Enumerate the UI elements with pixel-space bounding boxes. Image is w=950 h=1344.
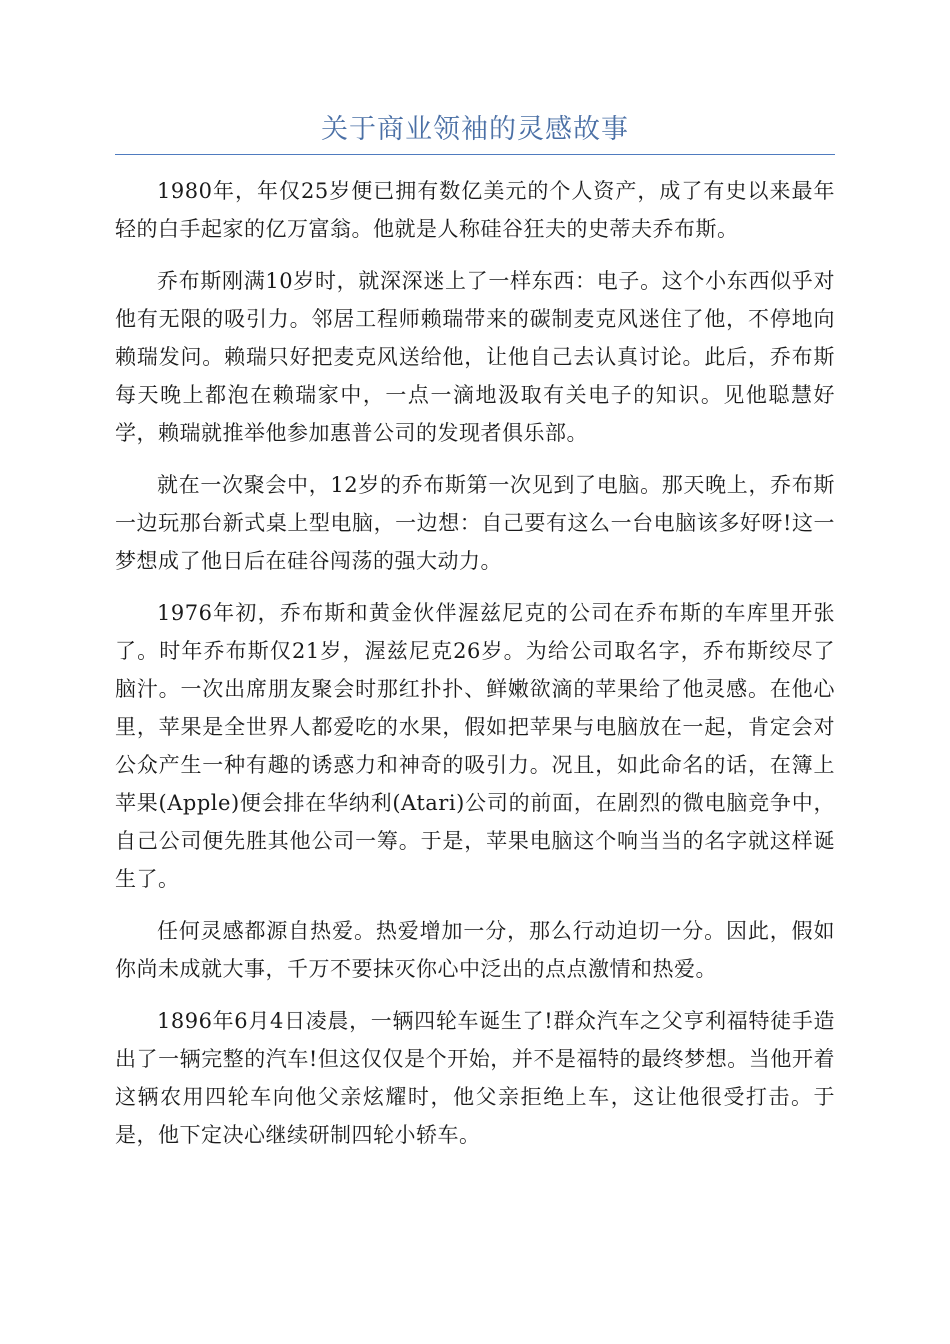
paragraph-3: 就在一次聚会中，12岁的乔布斯第一次见到了电脑。那天晚上，乔布斯一边玩那台新式桌上型电脑，一边想：自己要有这么一台电脑该多好呀!这一梦想成了他日后在硅谷闯荡的强大动力。 [115, 473, 835, 573]
document-body [115, 172, 835, 1168]
title-underline [115, 154, 835, 155]
paragraph-4: 1976年初，乔布斯和黄金伙伴渥兹尼克的公司在乔布斯的车库里开张了。时年乔布斯仅21岁，渥兹尼克26岁。为给公司取名字，乔布斯绞尽了脑汁。一次出席朋友聚会时那红扑扑、鲜嫩欲滴的苹果给了他灵感。在他心里，苹果是全世界人都爱吃的水果，假如把苹果与电脑放在一起，肯定会对公众产生一种有趣的诱惑力和神奇的吸引力。况且，如此命名的话，在簿上苹果(Apple)便会排在华纳利(Atari)公司的前面，在剧烈的微电脑竞争中，自己公司便先胜其他公司一筹。于是，苹果电脑这个响当当的名字就这样诞生了。 [115, 601, 835, 891]
paragraph-6: 1896年6月4日凌晨，一辆四轮车诞生了!群众汽车之父亨利福特徒手造出了一辆完整的汽车!但这仅仅是个开始，并不是福特的最终梦想。当他开着这辆农用四轮车向他父亲炫耀时，他父亲拒绝上车，这让他很受打击。于是，他下定决心继续研制四轮小轿车。 [115, 1009, 835, 1147]
document-title: 关于商业领袖的灵感故事 [321, 114, 629, 145]
paragraph-5: 任何灵感都源自热爱。热爱增加一分，那么行动迫切一分。因此，假如你尚未成就大事，千万不要抹灭你心中泛出的点点激情和热爱。 [115, 919, 835, 981]
paragraph-1: 1980年，年仅25岁便已拥有数亿美元的个人资产，成了有史以来最年轻的白手起家的亿万富翁。他就是人称硅谷狂夫的史蒂夫乔布斯。 [115, 179, 835, 241]
paragraph-2: 乔布斯刚满10岁时，就深深迷上了一样东西：电子。这个小东西似乎对他有无限的吸引力。邻居工程师赖瑞带来的碳制麦克风迷住了他，不停地向赖瑞发问。赖瑞只好把麦克风送给他，让他自己去认真讨论。此后，乔布斯每天晚上都泡在赖瑞家中，一点一滴地汲取有关电子的知识。见他聪慧好学，赖瑞就推举他参加惠普公司的发现者俱乐部。 [115, 269, 835, 445]
